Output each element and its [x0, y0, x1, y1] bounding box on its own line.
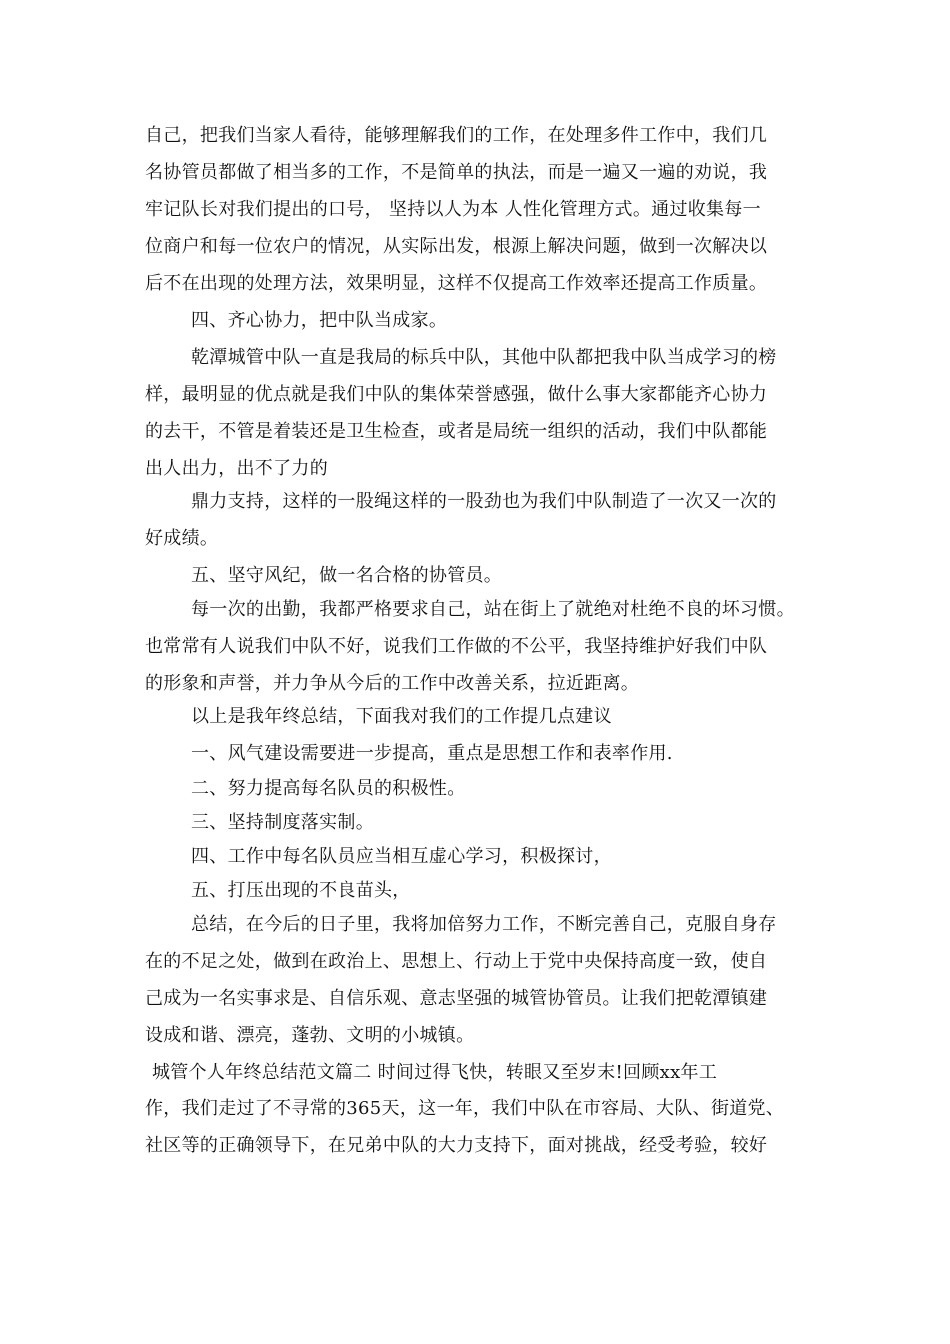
text-line: 总结，在今后的日子里，我将加倍努力工作，不断完善自己，克服自身存 [191, 914, 777, 935]
text-line: 样，最明显的优点就是我们中队的集体荣誉感强，做什么事大家都能齐心协力 [145, 384, 768, 405]
text-line: 每一次的出勤，我都严格要求自己，站在街上了就绝对杜绝不良的坏习惯。 [191, 599, 795, 620]
section-heading: 四、齐心协力，把中队当成家。 [191, 310, 448, 331]
text-line: 牢记队长对我们提出的口号， 坚持以人为本 人性化管理方式。通过收集每一 [145, 199, 761, 220]
text-line: 己成为一名实事求是、自信乐观、意志坚强的城管协管员。让我们把乾潭镇建 [145, 988, 768, 1009]
text-line: 以上是我年终总结，下面我对我们的工作提几点建议 [191, 706, 612, 727]
text-line: 名协管员都做了相当多的工作，不是简单的执法，而是一遍又一遍的劝说，我 [145, 162, 768, 183]
text-line: 位商户和每一位农户的情况，从实际出发，根源上解决问题，做到一次解决以 [145, 236, 768, 257]
text-line: 城管个人年终总结范文篇二 时间过得飞快，转眼又至岁末!回顾xx年工 [152, 1062, 718, 1083]
text-line: 自己，把我们当家人看待，能够理解我们的工作，在处理多件工作中，我们几 [145, 125, 768, 146]
text-line: 的形象和声誉，并力争从今后的工作中改善关系，拉近距离。 [145, 673, 640, 694]
text-line: 也常常有人说我们中队不好，说我们工作做的不公平，我坚持维护好我们中队 [145, 636, 768, 657]
text-line: 鼎力支持，这样的一股绳这样的一股劲也为我们中队制造了一次又一次的 [191, 491, 777, 512]
list-item: 四、工作中每名队员应当相互虚心学习，积极探讨， [191, 846, 612, 867]
text-line: 乾潭城管中队一直是我局的标兵中队，其他中队都把我中队当成学习的榜 [191, 347, 777, 368]
text-line: 的去干，不管是着装还是卫生检查，或者是局统一组织的活动，我们中队都能 [145, 421, 768, 442]
section-heading: 五、坚守风纪，做一名合格的协管员。 [191, 565, 503, 586]
list-item: 一、风气建设需要进一步提高，重点是思想工作和表率作用. [191, 743, 673, 764]
text-line: 作，我们走过了不寻常的365天，这一年，我们中队在市容局、大队、街道党、 [145, 1098, 785, 1119]
text-line: 社区等的正确领导下，在兄弟中队的大力支持下，面对挑战，经受考验，较好 [145, 1135, 768, 1156]
text-line: 在的不足之处，做到在政治上、思想上、行动上于党中央保持高度一致，使自 [145, 951, 768, 972]
list-item: 五、打压出现的不良苗头， [191, 880, 411, 901]
text-line: 后不在出现的处理方法，效果明显，这样不仅提高工作效率还提高工作质量。 [145, 273, 768, 294]
list-item: 二、努力提高每名队员的积极性。 [191, 778, 466, 799]
text-line: 出人出力，出不了力的 [145, 458, 328, 479]
list-item: 三、坚持制度落实制。 [191, 812, 374, 833]
text-line: 设成和谐、漂亮，蓬勃、文明的小城镇。 [145, 1025, 475, 1046]
text-line: 好成绩。 [145, 528, 219, 549]
